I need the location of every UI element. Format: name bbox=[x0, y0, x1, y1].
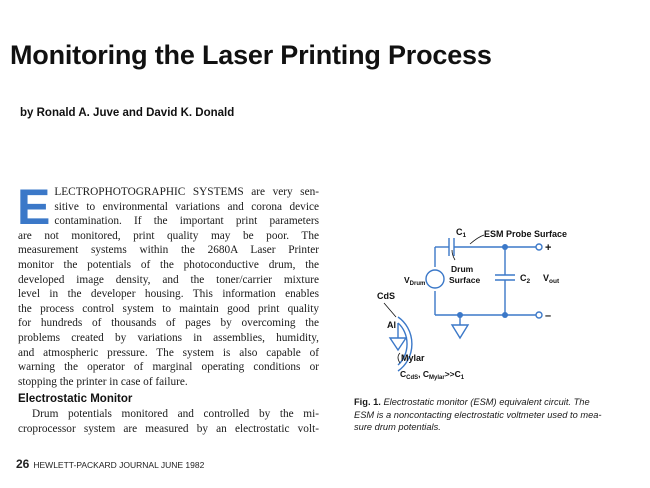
label-esm-probe-surface: ESM Probe Surface bbox=[484, 229, 568, 239]
leader-lines bbox=[384, 235, 484, 363]
page-number: 26 bbox=[16, 457, 30, 471]
body-line: the process control system to maintain good print quality bbox=[18, 302, 319, 315]
label-minus: – bbox=[545, 310, 552, 322]
figure-caption bbox=[354, 396, 639, 434]
body-line: and atmospheric pressure. The system is also capable of bbox=[18, 346, 319, 359]
page-footer bbox=[16, 457, 204, 471]
body-line: level in the developer housing. This information enables bbox=[18, 288, 319, 301]
label-drum-surface-2: Surface bbox=[449, 275, 481, 285]
section-text bbox=[18, 407, 319, 436]
label-c2: $C_2$ bbox=[520, 273, 531, 285]
figure-label: Fig. 1. bbox=[354, 397, 381, 407]
body-line: problems created by variations in assemblies, humidity, bbox=[18, 331, 319, 344]
body-line: for hundreds of thousands of pages by overcoming the bbox=[18, 317, 319, 330]
article-byline: by Ronald A. Juve and David K. Donald bbox=[20, 107, 235, 119]
body-line: monitor the potentials of the photoconductive drum, the bbox=[18, 258, 319, 271]
journal-name: HEWLETT-PACKARD JOURNAL JUNE 1982 bbox=[33, 460, 205, 470]
body-line: developed image density, and the toner/carrier mixture bbox=[18, 273, 319, 286]
circuit-wires bbox=[390, 238, 542, 371]
label-v-drum: $V_{Drum}$ bbox=[404, 275, 426, 287]
caption-line: ESM is a noncontacting electrostatic voltmeter used to mea- bbox=[354, 409, 602, 420]
label-plus: + bbox=[545, 242, 552, 254]
body-line: contamination. If the important print parameters bbox=[54, 215, 319, 228]
body-line: LECTROPHOTOGRAPHIC SYSTEMS are very sen- bbox=[54, 186, 319, 198]
label-c1: $C_1$ bbox=[456, 227, 467, 239]
caption-text: Electrostatic monitor (ESM) equivalent circuit. The bbox=[383, 397, 590, 407]
section-heading: Electrostatic Monitor bbox=[18, 393, 133, 405]
drop-cap: E bbox=[17, 179, 51, 235]
esm-circuit-diagram bbox=[360, 225, 610, 385]
body-line: warning the operator of marginal operating conditions or bbox=[18, 361, 319, 374]
body-text bbox=[17, 179, 319, 389]
label-mylar: Mylar bbox=[401, 353, 425, 363]
body-line: stopping the printer in case of failure. bbox=[18, 375, 188, 388]
label-v-out: $V_{out}$ bbox=[543, 273, 560, 285]
caption-line bbox=[354, 396, 639, 409]
article-title: Monitoring the Laser Printing Process bbox=[10, 40, 492, 70]
label-drum-surface-1: Drum bbox=[451, 264, 474, 274]
body-line: sitive to environmental variations and corona device bbox=[54, 200, 319, 213]
label-capacitance-condition: $C_{CdS}$, $C_{Mylar}>>C_1$ bbox=[400, 369, 465, 381]
label-al: Al bbox=[387, 320, 396, 330]
section-line: Drum potentials monitored and controlled by the mi- bbox=[32, 408, 319, 420]
body-line: measurement systems within the 2680A Laser Printer bbox=[18, 244, 319, 257]
label-cds: CdS bbox=[377, 291, 395, 301]
section-line: croprocessor system are measured by an electrostatic volt- bbox=[18, 422, 319, 435]
caption-line: sure drum potentials. bbox=[354, 422, 441, 432]
body-line: are not monitored, print quality may be poor. The bbox=[18, 229, 319, 242]
